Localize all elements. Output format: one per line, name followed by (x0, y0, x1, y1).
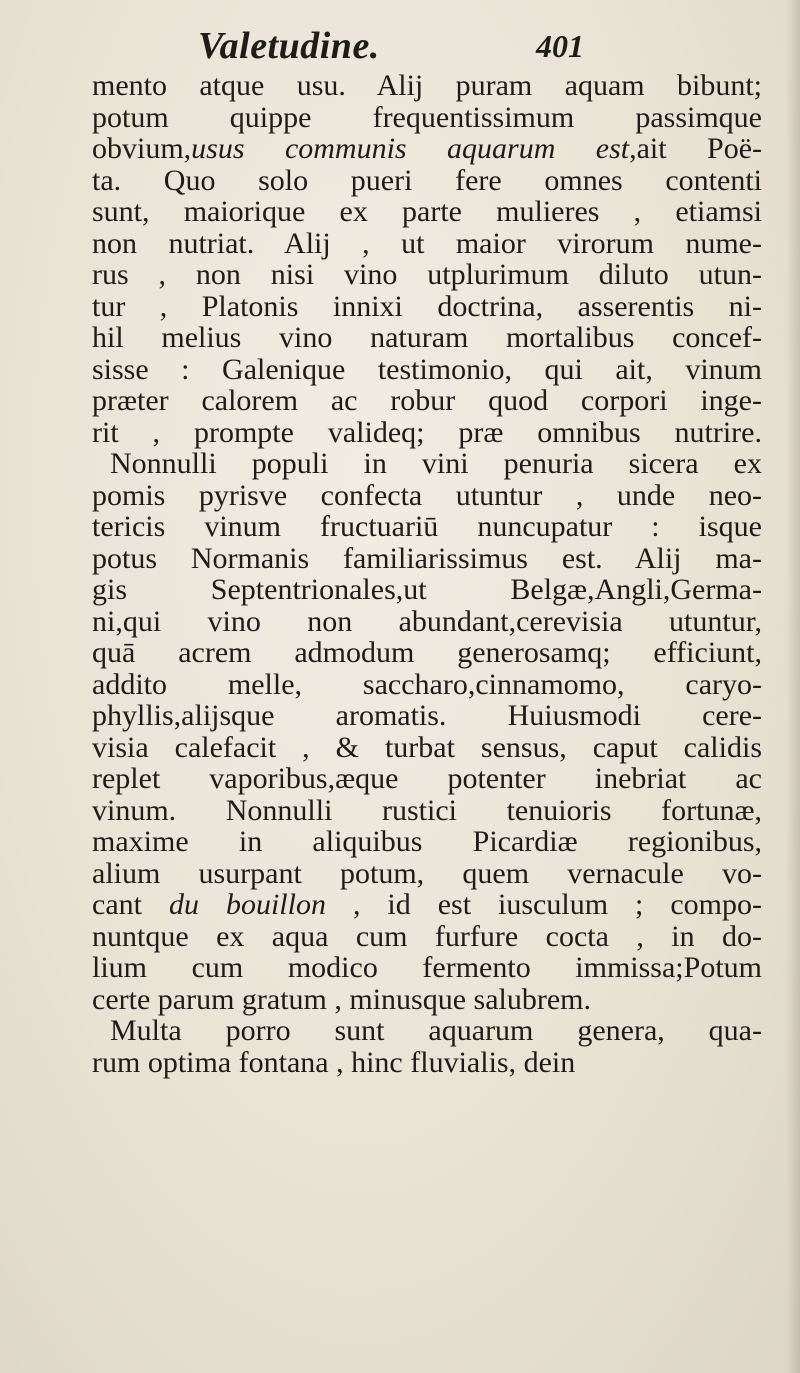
text-line: lium cum modico fermento immissa;Potum (92, 951, 762, 984)
text-line: pomis pyrisve confecta utuntur , unde neo- (92, 478, 762, 512)
text-line: alium usurpant potum, quem vernacule vo- (92, 856, 762, 890)
text-span: , id est iusculum ; compo- (325, 888, 762, 921)
text-line: potum quippe frequentissimum passimque (92, 100, 762, 134)
text-line: visia calefacit , & turbat sensus, caput calidis (92, 730, 762, 764)
text-line: sunt, maiorique ex parte mulieres , etiamsi (92, 195, 762, 228)
text-line: addito melle, saccharo,cinnamomo, caryo- (92, 667, 762, 701)
text-line (92, 133, 762, 165)
text-line: ni,qui vino non abundant,cerevisia utuntur, (92, 604, 762, 638)
text-line: quā acrem admodum generosamq; efficiunt, (92, 636, 762, 669)
text-line: rum optima fontana , hinc fluvialis, dein (92, 1045, 576, 1079)
text-line: rit , prompte valideq; præ omnibus nutrire. (92, 415, 762, 449)
text-line: Nonnulli populi in vini penuria sicera ex (110, 447, 762, 480)
text-line: rus , non nisi vino utplurimum diluto utun- (92, 258, 762, 291)
text-line: replet vaporibus,æque potenter inebriat ac (92, 762, 762, 795)
page-header (0, 16, 800, 66)
text-line: præter calorem ac robur quod corpori inge- (92, 384, 762, 417)
text-line: mento atque usu. Alij puram aquam bibunt; (92, 69, 762, 102)
text-line: certe parum gratum , minusque salubrem. (92, 982, 592, 1016)
text-line: hil melius vino naturam mortalibus concef- (92, 321, 762, 354)
text-line: potus Normanis familiarissimus est. Alij ma- (92, 541, 762, 575)
text-span: ,ait Poë- (629, 132, 763, 165)
text-line: ta. Quo solo pueri fere omnes contenti (92, 163, 762, 197)
page-number: 401 (536, 28, 584, 64)
text-span: obvium, (92, 132, 192, 165)
text-line: non nutriat. Alij , ut maior virorum nume- (92, 226, 762, 260)
text-line: sisse : Galenique testimonio, qui ait, vinum (92, 352, 762, 386)
text-line: maxime in aliquibus Picardiæ regionibus, (92, 825, 762, 858)
text-line: tericis vinum fructuariū nuncupatur : isque (92, 510, 762, 543)
body-text (92, 70, 762, 1078)
page-edge-shadow (786, 0, 800, 1373)
italic-phrase: du bouillon (168, 888, 326, 921)
text-line: phyllis,alijsque aromatis. Huiusmodi cere- (92, 699, 762, 732)
text-line: tur , Platonis innixi doctrina, asserentis ni- (92, 289, 762, 323)
text-line: vinum. Nonnulli rustici tenuioris fortunæ, (92, 793, 762, 827)
text-span: cant (92, 888, 169, 921)
text-line: Multa porro sunt aquarum genera, qua- (110, 1014, 762, 1047)
text-line: nuntque ex aqua cum furfure cocta , in do- (92, 919, 762, 953)
italic-phrase: usus communis aquarum est (191, 132, 630, 165)
text-line: gis Septentrionales,ut Belgæ,Angli,Germa- (92, 573, 762, 606)
text-line (92, 889, 762, 921)
running-head: Valetudine. (198, 25, 380, 67)
